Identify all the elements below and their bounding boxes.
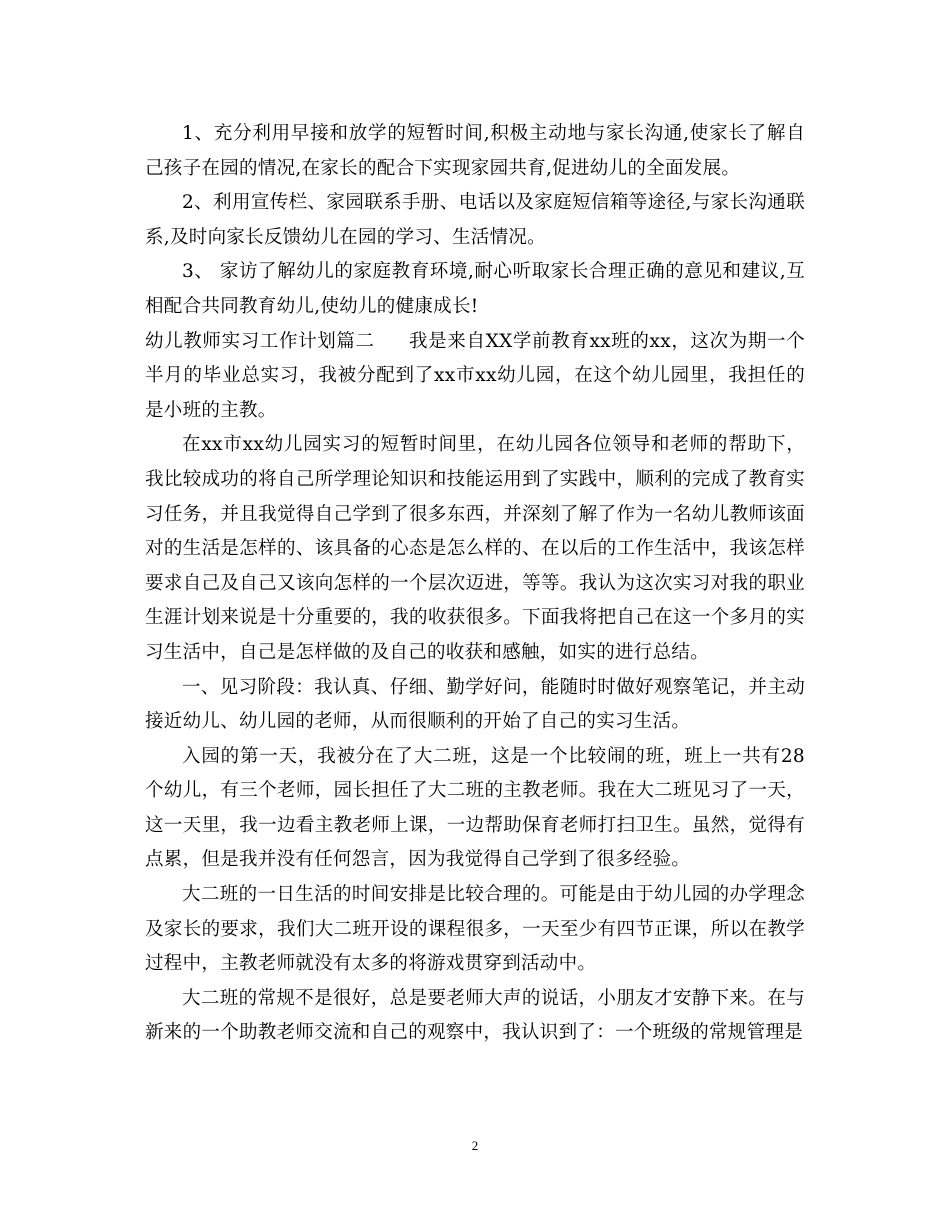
section-heading-paragraph [145,325,805,429]
paragraph-parent-communication: 1、充分利用早接和放学的短暂时间,积极主动地与家长沟通,使家长了解自己孩子在园的情况,在家长的配合下实现家园共育,促进幼儿的全面发展。 [145,123,805,179]
paragraph-internship-summary: 在xx市xx幼儿园实习的短暂时间里，在幼儿园各位领导和老师的帮助下，我比较成功的将自己所学理论知识和技能运用到了实践中，顺利的完成了教育实习任务，并且我觉得自己学到了很多东西，并深刻了解了作为一名幼儿教师该面对的生活是怎样的、该具备的心态是怎么样的、在以后的工作生活中，我该怎样要求自己及自己又该向怎样的一个层次迈进，等等。我认为这次实习对我的职业生涯计划来说是十分重要的，我的收获很多。下面我将把自己在这一个多月的实习生活中，自己是怎样做的及自己的收获和感触，如实的进行总结。 [145,434,805,663]
document-body [145,117,805,1051]
paragraph-class-routine: 大二班的常规不是很好，总是要老师大声的说话，小朋友才安静下来。在与新来的一个助教老师交流和自己的观察中，我认识到了：一个班级的常规管理是 [145,987,805,1044]
section-intro: 我是来自XX学前教育xx班的xx，这次为期一个半月的毕业总实习，我被分配到了xx市xx幼儿园，在这个幼儿园里，我担任的是小班的主教。 [145,330,805,421]
page-number: 2 [471,1138,479,1153]
paragraph-first-day: 入园的第一天，我被分在了大二班，这是一个比较闹的班，班上一共有28个幼儿，有三个老师，园长担任了大二班的主教老师。我在大二班见习了一天，这一天里，我一边看主教老师上课，一边帮助保育老师打扫卫生。虽然，觉得有点累，但是我并没有任何怨言，因为我觉得自己学到了很多经验。 [145,745,805,871]
paragraph-feedback-channels: 2、利用宣传栏、家园联系手册、电话以及家庭短信箱等途径,与家长沟通联系,及时向家长反馈幼儿在园的学习、生活情况。 [145,192,805,248]
paragraph-observation-stage: 一、见习阶段：我认真、仔细、勤学好问，能随时时做好观察笔记，并主动接近幼儿、幼儿园的老师，从而很顺利的开始了自己的实习生活。 [145,676,805,733]
section-heading: 幼儿教师实习工作计划篇二 [145,330,375,352]
paragraph-home-visits: 3、 家访了解幼儿的家庭教育环境,耐心听取家长合理正确的意见和建议,互相配合共同教育幼儿,使幼儿的健康成长! [145,261,805,317]
paragraph-daily-schedule: 大二班的一日生活的时间安排是比较合理的。可能是由于幼儿园的办学理念及家长的要求，我们大二班开设的课程很多，一天至少有四节正课，所以在教学过程中，主教老师就没有太多的将游戏贯穿到活动中。 [145,884,805,975]
